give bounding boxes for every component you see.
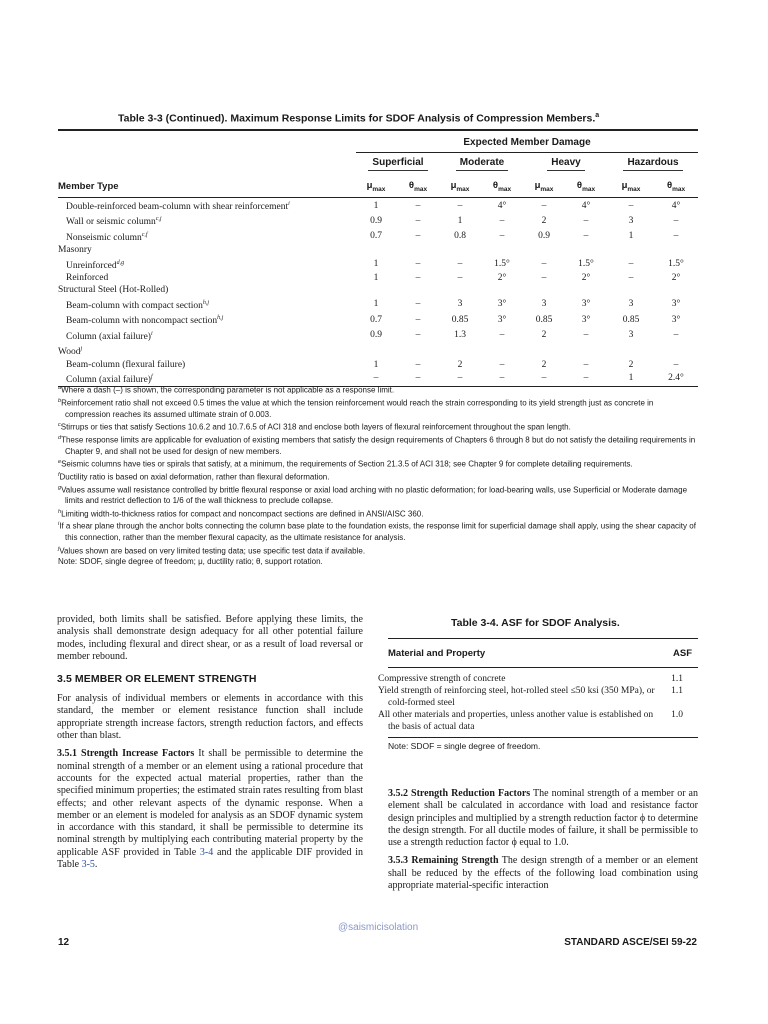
- subsection-heading-3-5-2: 3.5.2 Strength Reduction Factors: [388, 788, 531, 799]
- mu-value: [608, 244, 654, 256]
- footnote: $^c$Stirrups or ties that satisfy Sections 10.6.2 and 10.7.6.5 of ACI 318 and enclose both layers of flexural reinforcement throughout the span length.: [58, 421, 571, 432]
- mu-value: 2: [541, 330, 547, 341]
- table-row: [58, 297, 698, 312]
- mu-value: 2: [628, 359, 634, 370]
- mu-value: 1: [457, 216, 463, 227]
- mu-value: –: [628, 273, 634, 284]
- theta-value: 4°: [581, 200, 591, 211]
- mu-value: 3: [457, 299, 463, 310]
- theta-value: [480, 343, 524, 358]
- footnote: $^h$Limiting width-to-thickness ratios for compact and noncompact sections are defined in ANSI/AISC 360.: [58, 508, 424, 519]
- mu-value: 2: [541, 359, 547, 370]
- table-row: [58, 244, 698, 256]
- left-column: [57, 614, 363, 871]
- member-type: Double-reinforced beam-column with shear reinforcement$^i$: [66, 201, 290, 213]
- mu-value: 1: [608, 371, 654, 387]
- member-category: Structural Steel (Hot-Rolled): [58, 285, 169, 296]
- mu-value: 0.9: [370, 330, 382, 341]
- mu-value: [608, 284, 654, 296]
- table-row: [58, 213, 698, 228]
- table-3-3-caption: [118, 112, 599, 125]
- theta-value: 1.5°: [668, 259, 684, 270]
- footnote: $^f$Ductility ratio is based on axial deformation, rather than flexural deformation.: [58, 471, 330, 482]
- mu-max-header: $\mu_{max}$: [440, 175, 480, 198]
- member-type: Beam-column (flexural failure): [66, 359, 186, 370]
- theta-value: –: [673, 216, 679, 227]
- mu-value: [524, 343, 564, 358]
- page-number: 12: [58, 937, 70, 948]
- mu-value: 1.3: [454, 330, 466, 341]
- footnote: $^b$Reinforcement ratio shall not exceed 0.5 times the value at which the tension reinforcement would reach the strain corresponding to its yield strength just as concrete in compression reaches its assumed ultimate strain of 0.003.: [58, 397, 654, 419]
- mu-value: [356, 284, 396, 296]
- mu-value: 0.8: [454, 231, 466, 242]
- theta-value: –: [583, 330, 589, 341]
- table-3-4-caption: Table 3-4. ASF for SDOF Analysis.: [451, 617, 620, 629]
- footnote: Note: SDOF, single degree of freedom; μ, ductility ratio; θ, support rotation.: [58, 557, 323, 567]
- theta-value: –: [673, 330, 679, 341]
- theta-value: –: [415, 314, 421, 325]
- theta-value: –: [499, 216, 505, 227]
- mu-value: 3: [628, 330, 634, 341]
- mu-max-header: $\mu_{max}$: [608, 175, 654, 198]
- theta-value: 2°: [497, 273, 507, 284]
- theta-value: [480, 244, 524, 256]
- theta-value: 1.5°: [578, 259, 594, 270]
- theta-value: –: [480, 371, 524, 387]
- theta-value: [396, 284, 440, 296]
- mu-value: 0.85: [622, 314, 640, 325]
- table-row: [58, 229, 698, 244]
- mu-value: 3: [628, 299, 634, 310]
- theta-value: –: [415, 216, 421, 227]
- theta-value: –: [415, 231, 421, 242]
- theta-value: 3°: [671, 314, 681, 325]
- mu-value: 1: [373, 273, 379, 284]
- mu-value: 0.85: [451, 314, 469, 325]
- member-category: Wood$^j$: [58, 346, 83, 358]
- theta-value: –: [415, 330, 421, 341]
- mu-value: –: [524, 371, 564, 387]
- paragraph-3-5-3: 3.5.3 Remaining Strength The design strength of a member or an element shall be reduced by the effects of the following load combination using appropriate material-specific interaction: [388, 855, 698, 892]
- mu-value: –: [457, 259, 463, 270]
- asf-row-value: 1.0: [656, 709, 698, 738]
- theta-max-header: $\theta_{max}$: [396, 175, 440, 198]
- footnote: $^e$Seismic columns have ties or spirals that satisfy, at a minimum, the requirements of Section 21.3.5 of ACI 318; see Chapter 9 for complete detailing requirements.: [58, 458, 633, 469]
- footnote: $^j$Values shown are based on very limited testing data; use specific test data if available.: [58, 545, 366, 556]
- table-row: [58, 257, 698, 272]
- paragraph-3-5-2: 3.5.2 Strength Reduction Factors The nominal strength of a member or an element shall be calculated in accordance with load and resistance factor design principles and multiplied by a strength reduction factor ϕ to determine the design strength. For all ductile modes of failure, it shall be permissible to use a strength reduction factor ϕ equal to 1.0.: [388, 788, 698, 849]
- mu-value: 1: [373, 299, 379, 310]
- footnote: $^a$Where a dash (–) is shown, the corresponding parameter is not applicable as a response limit.: [58, 385, 395, 395]
- member-type-header: Member Type: [58, 175, 356, 198]
- mu-value: [524, 284, 564, 296]
- table-3-3-footnotes: [58, 383, 698, 568]
- member-type: Column (axial failure)$^i$: [66, 330, 153, 342]
- table-3-3: [58, 132, 698, 387]
- table-row: [58, 328, 698, 343]
- mu-value: 1: [628, 231, 634, 242]
- theta-value: 3°: [497, 314, 507, 325]
- theta-max-header: $\theta_{max}$: [654, 175, 698, 198]
- paragraph-3-5-1: 3.5.1 Strength Increase Factors It shall be permissible to determine the nominal strength of a member or an element using a rational procedure that accounts for the expected actual material properties, rather than the specified minimum properties; the estimated strain rates resulting from blast effects; and other relevant aspects of the dynamic response. When a member or an element is modeled for analysis as an SDOF dynamic system in accordance with this standard, it shall be permissible to determine its nominal strength by multiplying each contributing material property by the applicable ASF provided in Table 3-4 and the applicable DIF provided in Table 3-5.: [57, 748, 364, 871]
- table-row: [58, 198, 698, 214]
- theta-value: [564, 284, 608, 296]
- mu-value: –: [457, 273, 463, 284]
- mu-value: –: [541, 259, 547, 270]
- member-category: Masonry: [58, 245, 92, 256]
- level-hazardous: Hazardous: [623, 157, 682, 171]
- mu-value: [440, 343, 480, 358]
- expected-damage-header: Expected Member Damage: [356, 132, 698, 153]
- right-column: [388, 788, 698, 892]
- mu-value: [440, 244, 480, 256]
- material-property-header: Material and Property: [388, 639, 656, 668]
- mu-value: –: [440, 371, 480, 387]
- theta-value: [654, 244, 698, 256]
- table-3-4-note: Note: SDOF = single degree of freedom.: [388, 741, 541, 751]
- subsection-heading-3-5-1: 3.5.1 Strength Increase Factors: [57, 748, 195, 760]
- theta-value: 3°: [581, 299, 591, 310]
- table-row: [58, 284, 698, 296]
- mu-value: –: [628, 200, 634, 211]
- theta-value: [654, 343, 698, 358]
- mu-max-header: $\mu_{max}$: [356, 175, 396, 198]
- paragraph-analysis: For analysis of individual members or elements in accordance with this standard, the member or element resistance function shall include appropriate strength increase factors, strength reduction factors, and effects other than blast.: [57, 693, 363, 742]
- theta-value: –: [673, 359, 679, 370]
- theta-value: 3°: [497, 299, 507, 310]
- theta-value: –: [396, 371, 440, 387]
- asf-row-label: Compressive strength of concrete: [378, 674, 506, 684]
- subsection-heading-3-5-3: 3.5.3 Remaining Strength: [388, 855, 499, 867]
- mu-value: [440, 284, 480, 296]
- table-row: [58, 343, 698, 358]
- theta-value: [480, 284, 524, 296]
- asf-row-value: 1.1: [671, 674, 683, 684]
- table-3-5-link[interactable]: 3-5: [81, 859, 95, 871]
- asf-row-label: All other materials and properties, unless another value is established on the basis of actual data: [388, 709, 656, 738]
- theta-value: [396, 343, 440, 358]
- caption-footnote-mark: a: [595, 112, 600, 119]
- mu-max-header: $\mu_{max}$: [524, 175, 564, 198]
- table-row: [58, 272, 698, 284]
- mu-value: 0.7: [370, 231, 382, 242]
- theta-value: –: [499, 359, 505, 370]
- mu-value: 1: [373, 359, 379, 370]
- mu-value: 0.9: [538, 231, 550, 242]
- theta-value: 1.5°: [494, 259, 510, 270]
- theta-value: –: [499, 330, 505, 341]
- theta-value: 2.4°: [654, 371, 698, 387]
- theta-value: –: [415, 359, 421, 370]
- theta-max-header: $\theta_{max}$: [480, 175, 524, 198]
- mu-value: 3: [628, 216, 634, 227]
- mu-value: 1: [373, 200, 379, 211]
- mu-value: 0.9: [370, 216, 382, 227]
- mu-value: 1: [373, 259, 379, 270]
- mu-value: –: [356, 371, 396, 387]
- mu-value: 3: [541, 299, 547, 310]
- table-row: [58, 359, 698, 371]
- table-3-3-body: [58, 198, 698, 387]
- mu-value: [524, 244, 564, 256]
- mu-value: –: [541, 200, 547, 211]
- mu-value: [608, 343, 654, 358]
- theta-value: –: [583, 231, 589, 242]
- paragraph-limits: provided, both limits shall be satisfied. Before applying these limits, the analysis shall demonstrate design adequacy for all other potential failure modes, including flexural and direct shear, or as a result of load reversal or member rebound.: [57, 614, 363, 662]
- table-top-rule: [58, 129, 698, 131]
- theta-value: –: [415, 259, 421, 270]
- theta-value: 3°: [671, 299, 681, 310]
- member-type: Reinforced: [66, 273, 109, 284]
- footnote: $^d$These response limits are applicable for evaluation of existing members that satisfy the design requirements of Chapters 6 through 8 but do not satisfy the detailing requirements in Chapter 9, and shall not be used for design of new members.: [58, 434, 696, 456]
- asf-row-value: 1.1: [671, 686, 683, 696]
- standard-footer: STANDARD ASCE/SEI 59-22: [564, 937, 697, 948]
- theta-value: –: [499, 231, 505, 242]
- level-moderate: Moderate: [456, 157, 508, 171]
- theta-value: 4°: [497, 200, 507, 211]
- footnote: $^i$If a shear plane through the anchor bolts connecting the column base plate to the foundation exists, the response limit for superficial damage shall apply, using the shear capacity of this connection, rather than the member flexural capacity, as the ultimate resistance for analysis.: [58, 521, 696, 543]
- section-heading-3-5: 3.5 MEMBER OR ELEMENT STRENGTH: [57, 673, 257, 686]
- theta-value: [654, 284, 698, 296]
- mu-value: [356, 244, 396, 256]
- theta-value: –: [673, 231, 679, 242]
- theta-value: –: [415, 200, 421, 211]
- mu-value: 2: [457, 359, 463, 370]
- member-type: Beam-column with compact section$^{h,j}$: [66, 299, 210, 311]
- theta-value: –: [583, 216, 589, 227]
- footnote: $^g$Values assume wall resistance controlled by brittle flexural response or axial load arching with no plastic deformation; for load-bearing walls, use Superficial or Moderate damage limits and restrict deflection to 1/6 of the wall thickness to preclude collapse.: [58, 484, 688, 506]
- theta-value: [396, 244, 440, 256]
- theta-value: –: [415, 273, 421, 284]
- mu-value: –: [541, 273, 547, 284]
- table-3-4: [378, 638, 698, 738]
- theta-value: 2°: [671, 273, 681, 284]
- theta-value: –: [583, 359, 589, 370]
- mu-value: –: [457, 200, 463, 211]
- mu-value: –: [628, 259, 634, 270]
- theta-value: –: [564, 371, 608, 387]
- asf-header: ASF: [656, 639, 698, 668]
- mu-value: 0.85: [535, 314, 553, 325]
- level-heavy: Heavy: [547, 157, 584, 171]
- watermark: @saismicisolation: [338, 922, 419, 933]
- mu-value: 0.7: [370, 314, 382, 325]
- theta-value: [564, 244, 608, 256]
- member-type: Wall or seismic column$^{c,j}$: [66, 216, 162, 228]
- asf-row-label: Yield strength of reinforcing steel, hot-rolled steel ≤50 ksi (350 MPa), or cold-formed steel: [378, 686, 655, 708]
- mu-value: 2: [541, 216, 547, 227]
- member-type: Column (axial failure)$^f$: [58, 371, 356, 387]
- member-type: Beam-column with noncompact section$^{h,j}$: [66, 315, 224, 327]
- mu-value: [356, 343, 396, 358]
- table-3-3-caption-text: Table 3-3 (Continued). Maximum Response Limits for SDOF Analysis of Compression Members.: [118, 112, 596, 125]
- theta-value: [564, 343, 608, 358]
- theta-value: 4°: [671, 200, 681, 211]
- theta-max-header: $\theta_{max}$: [564, 175, 608, 198]
- table-row: [58, 312, 698, 327]
- theta-value: –: [415, 299, 421, 310]
- table-3-4-link[interactable]: 3-4: [199, 846, 214, 858]
- member-type: Nonseismic column$^{c,f}$: [66, 231, 148, 244]
- theta-value: 3°: [581, 314, 591, 325]
- theta-value: 2°: [581, 273, 591, 284]
- level-superficial: Superficial: [368, 157, 427, 171]
- member-type: Unreinforced$^{d,g}$: [66, 259, 125, 271]
